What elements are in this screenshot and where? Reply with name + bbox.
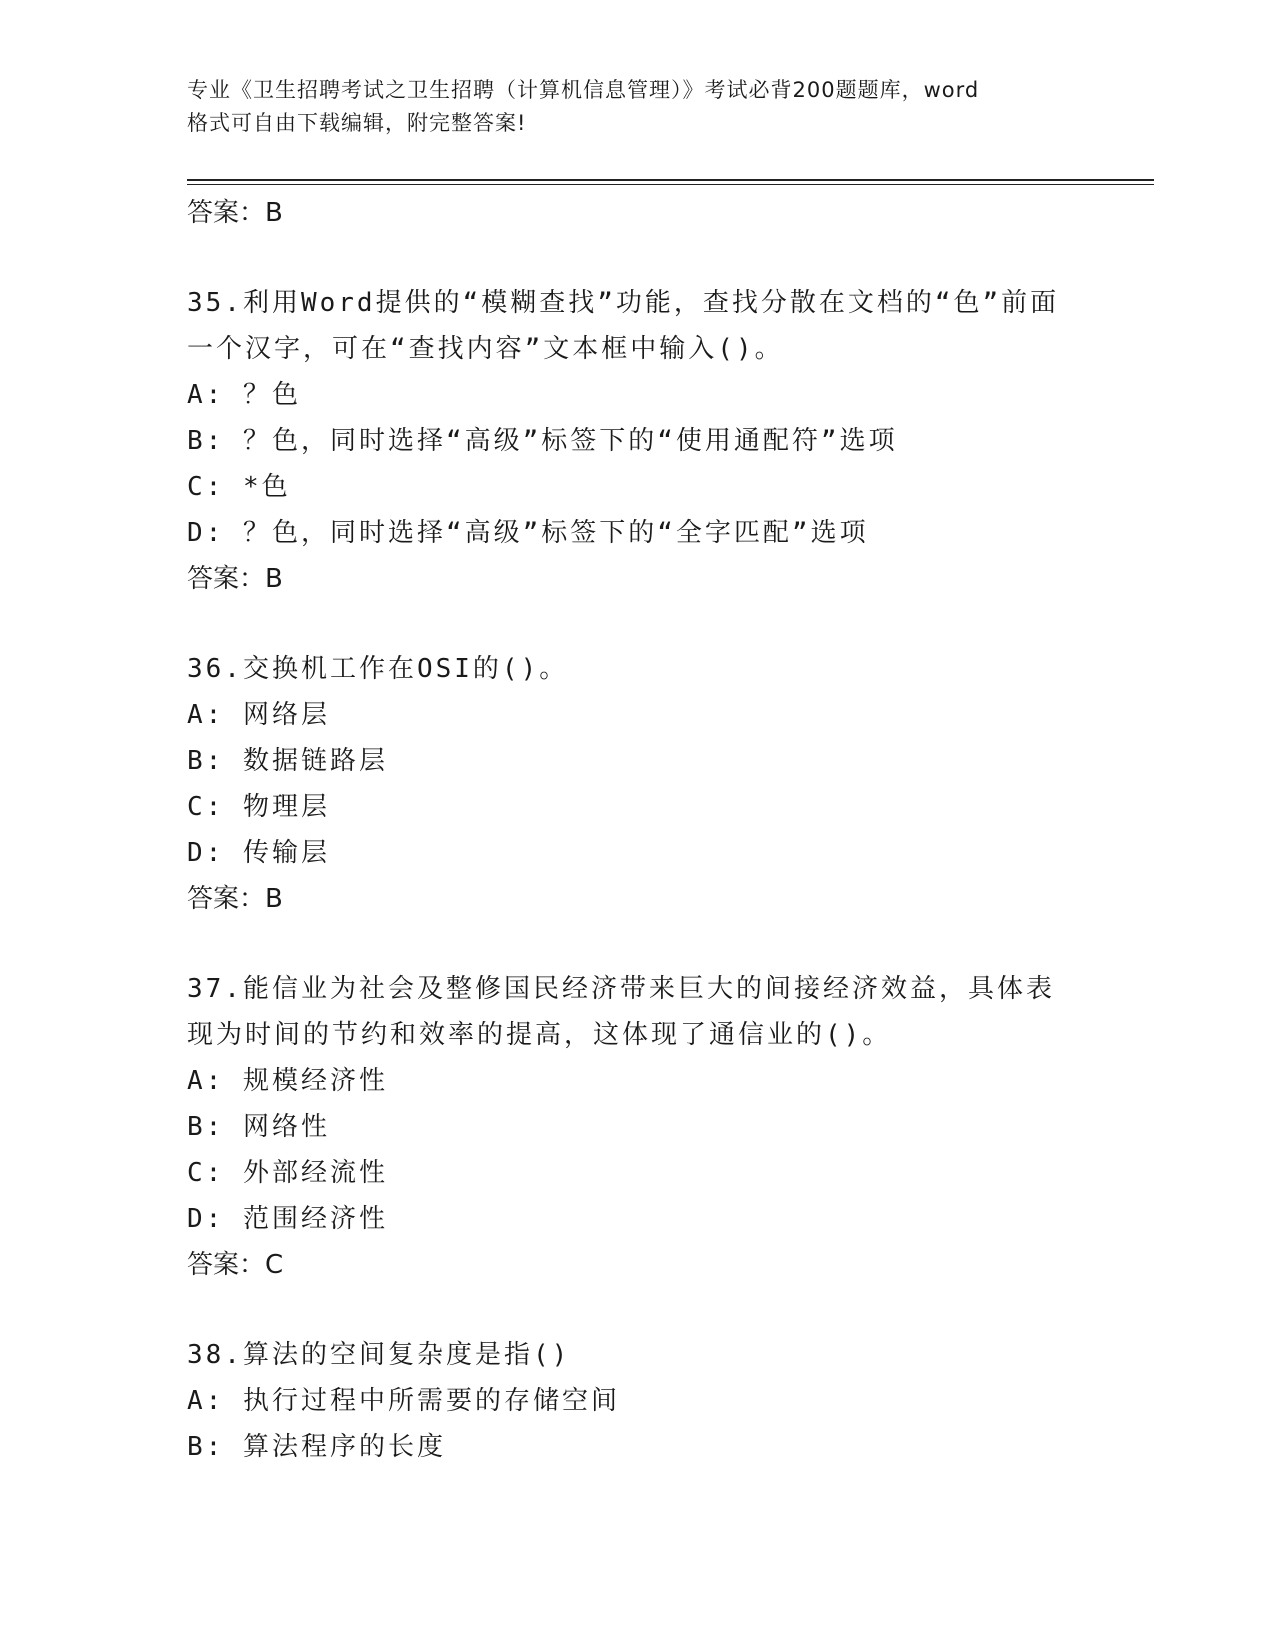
option-d: D: 范围经济性	[187, 1204, 388, 1234]
option-a: A: 网络层	[187, 700, 330, 730]
document-header	[187, 74, 1087, 140]
option-c: C: 物理层	[187, 792, 330, 822]
header-divider-thin	[187, 184, 1154, 185]
question-list	[187, 190, 1087, 1514]
question-35	[187, 280, 1087, 602]
question-stem: 36.交换机工作在OSI的()。	[187, 654, 569, 684]
option-a: A: 执行过程中所需要的存储空间	[187, 1386, 620, 1416]
option-a: A: ？色	[187, 380, 301, 410]
option-a: A: 规模经济性	[187, 1066, 388, 1096]
option-b: B: 数据链路层	[187, 746, 388, 776]
question-stem: 38.算法的空间复杂度是指()	[187, 1340, 571, 1370]
answer-line: 答案：B	[187, 564, 283, 594]
header-divider-thick	[187, 179, 1154, 181]
answer-line: 答案：C	[187, 1250, 284, 1280]
question-stem: 37.能信业为社会及整修国民经济带来巨大的间接经济效益，具体表现为时间的节约和效率的提高，这体现了通信业的()。	[187, 974, 1055, 1050]
option-b: B: 网络性	[187, 1112, 330, 1142]
question-stem: 35.利用Word提供的“模糊查找”功能，查找分散在文档的“色”前面一个汉字，可在“查找内容”文本框中输入()。	[187, 288, 1060, 364]
question-37	[187, 966, 1087, 1288]
option-d: D: ？色，同时选择“高级”标签下的“全字匹配”选项	[187, 518, 869, 548]
question-36	[187, 646, 1087, 922]
option-b: B: ？色，同时选择“高级”标签下的“使用通配符”选项	[187, 426, 898, 456]
header-line-2: 格式可自由下载编辑，附完整答案!	[187, 111, 527, 135]
option-c: C: *色	[187, 472, 291, 502]
option-b: B: 算法程序的长度	[187, 1432, 446, 1462]
header-line-1: 专业《卫生招聘考试之卫生招聘（计算机信息管理）》考试必背200题题库，word	[187, 78, 980, 102]
option-d: D: 传输层	[187, 838, 330, 868]
question-38	[187, 1332, 1087, 1470]
option-c: C: 外部经流性	[187, 1158, 388, 1188]
answer-line: 答案：B	[187, 198, 283, 228]
answer-line: 答案：B	[187, 884, 283, 914]
